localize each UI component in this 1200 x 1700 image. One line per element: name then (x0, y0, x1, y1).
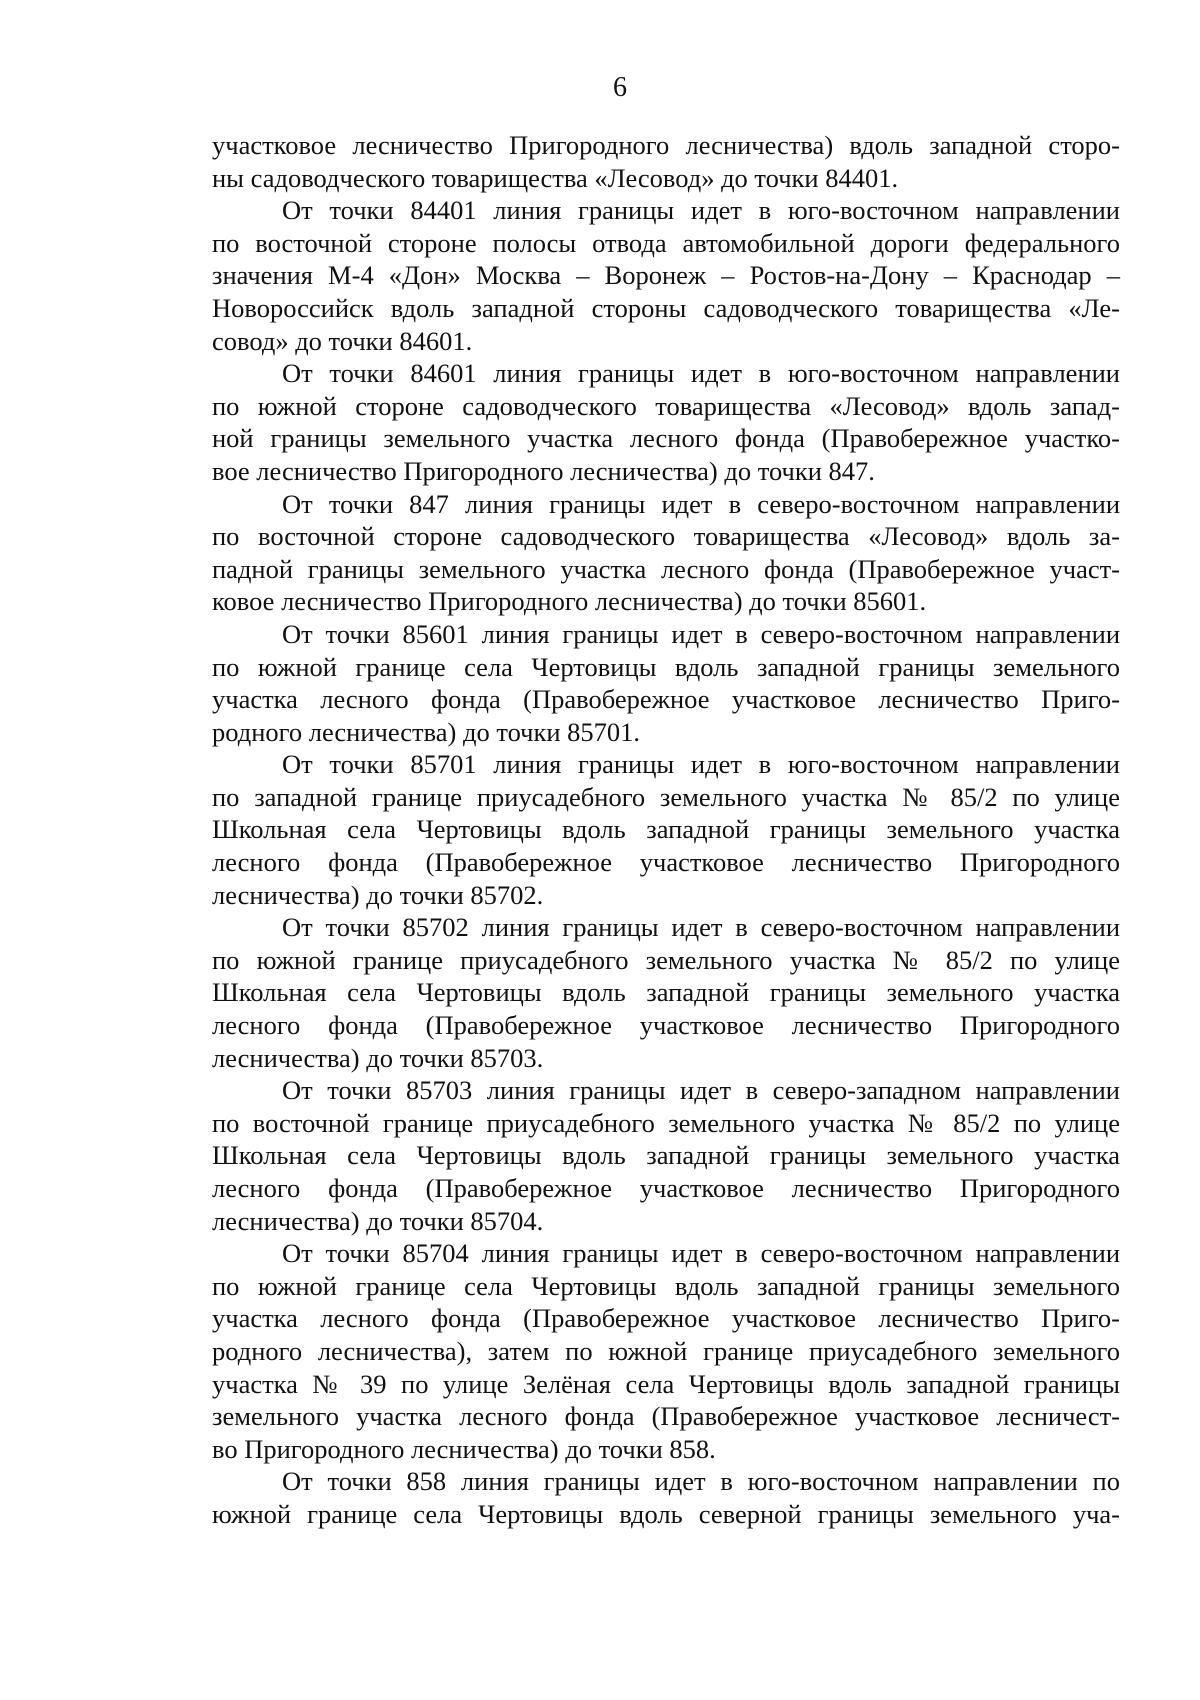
text-line: участка № 39 по улице Зелёная села Чертовицы вдоль западной границы (212, 1368, 1120, 1399)
text-line: лесного фонда (Правобережное участковое лесничество Пригородного (212, 847, 1120, 878)
text-line: От точки 84401 линия границы идет в юго-восточном направлении (282, 195, 1120, 226)
text-line: От точки 858 линия границы идет в юго-восточном направлении по (282, 1466, 1120, 1497)
text-line: участка лесного фонда (Правобережное участковое лесничество Приго- (212, 684, 1120, 715)
page-number: 6 (613, 72, 627, 103)
text-line: по южной границе села Чертовицы вдоль западной границы земельного (212, 651, 1120, 682)
paragraph (212, 748, 1120, 911)
text-line: ны садоводческого товарищества «Лесовод» до точки 84401. (212, 162, 899, 193)
text-line: земельного участка лесного фонда (Правобережное участковое лесничест- (212, 1401, 1120, 1432)
paragraph (212, 618, 1120, 748)
paragraph (212, 911, 1120, 1074)
text-line: От точки 85702 линия границы идет в северо-восточном направлении (282, 912, 1120, 943)
text-line: лесного фонда (Правобережное участковое лесничество Пригородного (212, 1010, 1120, 1041)
text-line: южной границе села Чертовицы вдоль северной границы земельного уча- (212, 1498, 1120, 1529)
text-line: От точки 85701 линия границы идет в юго-восточном направлении (282, 749, 1120, 780)
text-line: От точки 84601 линия границы идет в юго-восточном направлении (282, 358, 1120, 389)
text-line: падной границы земельного участка лесного фонда (Правобережное участ- (212, 553, 1120, 584)
text-line: значения М-4 «Дон» Москва – Воронеж – Ростов-на-Дону – Краснодар – (212, 260, 1120, 291)
text-line: вое лесничество Пригородного лесничества) до точки 847. (212, 455, 875, 486)
text-line: От точки 85704 линия границы идет в северо-восточном направлении (282, 1238, 1120, 1269)
text-line: родного лесничества), затем по южной границе приусадебного земельного (212, 1335, 1120, 1366)
text-line: по южной стороне садоводческого товарищества «Лесовод» вдоль запад- (212, 390, 1120, 421)
text-line: Школьная села Чертовицы вдоль западной границы земельного участка (212, 977, 1120, 1008)
text-line: совод» до точки 84601. (212, 325, 473, 356)
text-line: по восточной стороне садоводческого товарищества «Лесовод» вдоль за- (212, 521, 1120, 552)
text-line: От точки 85703 линия границы идет в северо-западном направлении (282, 1075, 1120, 1106)
paragraph (212, 194, 1120, 357)
text-line: ковое лесничество Пригородного лесничества) до точки 85601. (212, 586, 927, 617)
paragraph (212, 1074, 1120, 1237)
text-line: От точки 85601 линия границы идет в северо-восточном направлении (282, 618, 1120, 649)
text-line: участка лесного фонда (Правобережное участковое лесничество Приго- (212, 1303, 1120, 1334)
paragraph (212, 488, 1120, 618)
text-line: родного лесничества) до точки 85701. (212, 716, 641, 747)
paragraph (212, 1237, 1120, 1465)
text-line: по восточной границе приусадебного земельного участка № 85/2 по улице (212, 1107, 1120, 1138)
text-line: Школьная села Чертовицы вдоль западной границы земельного участка (212, 814, 1120, 845)
text-line: участковое лесничество Пригородного лесничества) вдоль западной сторо- (212, 130, 1120, 160)
paragraph (212, 1465, 1120, 1530)
text-line: по южной границе села Чертовицы вдоль западной границы земельного (212, 1270, 1120, 1301)
text-line: От точки 847 линия границы идет в северо-восточном направлении (282, 488, 1120, 519)
paragraph (212, 357, 1120, 487)
paragraph (212, 129, 1120, 194)
text-line: по западной границе приусадебного земельного участка № 85/2 по улице (212, 781, 1120, 812)
text-line: лесничества) до точки 85703. (212, 1042, 544, 1073)
text-line: по восточной стороне полосы отвода автомобильной дороги федерального (212, 227, 1120, 258)
text-line: лесного фонда (Правобережное участковое лесничество Пригородного (212, 1173, 1120, 1203)
text-line: Новороссийск вдоль западной стороны садоводческого товарищества «Ле- (212, 292, 1120, 323)
text-line: лесничества) до точки 85704. (212, 1205, 544, 1236)
text-line: Школьная села Чертовицы вдоль западной границы земельного участка (212, 1140, 1120, 1171)
text-line: лесничества) до точки 85702. (212, 879, 544, 910)
text-line: ной границы земельного участка лесного фонда (Правобережное участко- (212, 423, 1120, 454)
text-line: во Пригородного лесничества) до точки 858. (212, 1433, 716, 1464)
document-body (212, 129, 1120, 1531)
text-line: по южной границе приусадебного земельного участка № 85/2 по улице (212, 944, 1120, 975)
